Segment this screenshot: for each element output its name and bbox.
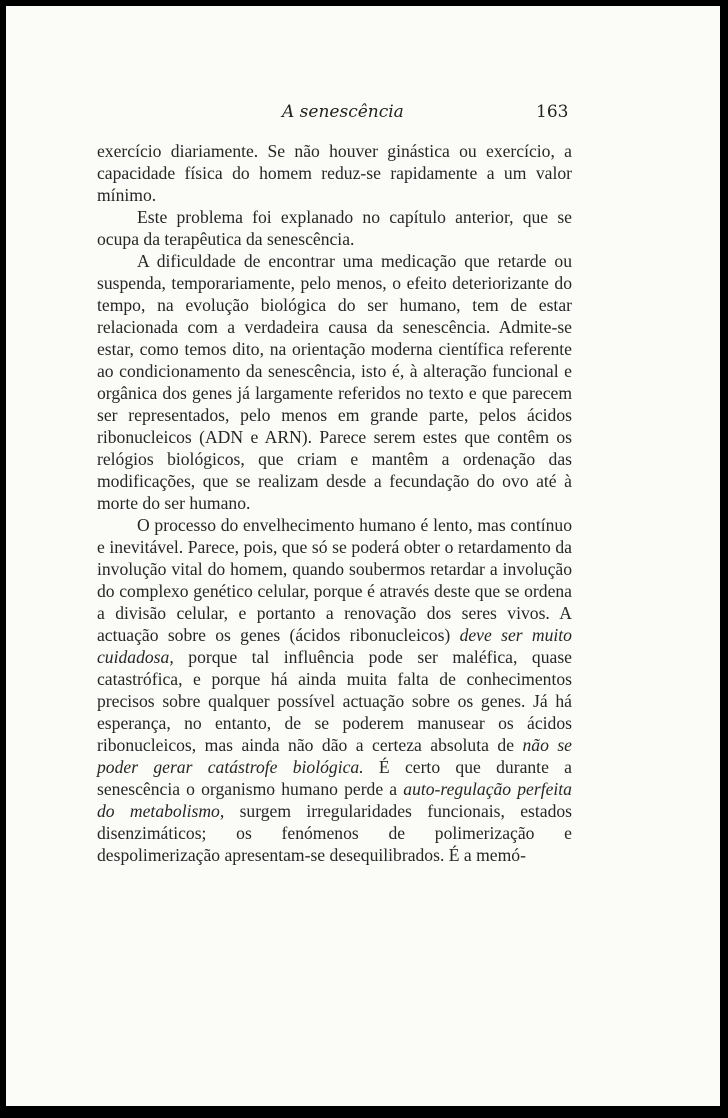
- italic-text: não se poder gerar catástrofe biológica.: [97, 735, 572, 777]
- text-run: porque tal influência pode ser maléfica, quase catastrófica, e porque há ainda muita falta de conhecimentos precisos sobre qualquer possível actuação sobre os genes. Já há esperança, no entanto, de se poderem manusear os ácidos ribonucleicos, mas ainda não dão a certeza absoluta de: [97, 647, 572, 755]
- italic-text: deve ser muito cuidadosa,: [97, 625, 572, 667]
- body-text: [97, 140, 572, 866]
- italic-text: auto-regulação perfeita do metabolismo,: [97, 779, 572, 821]
- paragraph: [97, 206, 572, 250]
- paragraph: [97, 514, 572, 866]
- paragraph: [97, 250, 572, 514]
- book-page: [6, 6, 720, 1106]
- text-run: É certo que durante a senescência o organismo humano perde a: [97, 757, 572, 799]
- page-header: [6, 102, 720, 126]
- running-title: A senescência: [282, 102, 404, 122]
- text-run: O processo do envelhecimento humano é lento, mas contínuo e inevitável. Parece, pois, que só se poderá obter o retardamento da involução vital do homem, quando soubermos retardar a involução do complexo genético celular, porque é através deste que se ordena a divisão celular, e portanto a renovação dos seres vivos. A actuação sobre os genes (ácidos ribonucleicos): [97, 515, 572, 645]
- page-number: 163: [536, 102, 569, 122]
- text-run: exercício diariamente. Se não houver ginástica ou exercício, a capacidade física do homem reduz-se rapidamente a um valor mínimo.: [97, 141, 572, 205]
- text-run: surgem irregularidades funcionais, estados disenzimáticos; os fenómenos de polimerização e despolimerização apresentam-se desequilibrados. É a memó-: [97, 801, 573, 865]
- text-run: A dificuldade de encontrar uma medicação que retarde ou suspenda, temporariamente, pelo menos, o efeito deteriorizante do tempo, na evolução biológica do ser humano, tem de estar relacionada com a verdadeira causa da senescência. Admite-se estar, como temos dito, na orientação moderna científica referente ao condicionamento da senescência, isto é, à alteração funcional e orgânica dos genes já largamente referidos no texto e que parecem ser representados, pelo menos em grande parte, pelos ácidos ribonucleicos (ADN e ARN). Parece serem estes que contêm os relógios biológicos, que criam e mantêm a ordenação das modificações, que se realizam desde a fecundação do ovo até à morte do ser humano.: [97, 251, 572, 513]
- text-run: Este problema foi explanado no capítulo anterior, que se ocupa da terapêutica da senescência.: [97, 207, 572, 249]
- paragraph: [97, 140, 572, 206]
